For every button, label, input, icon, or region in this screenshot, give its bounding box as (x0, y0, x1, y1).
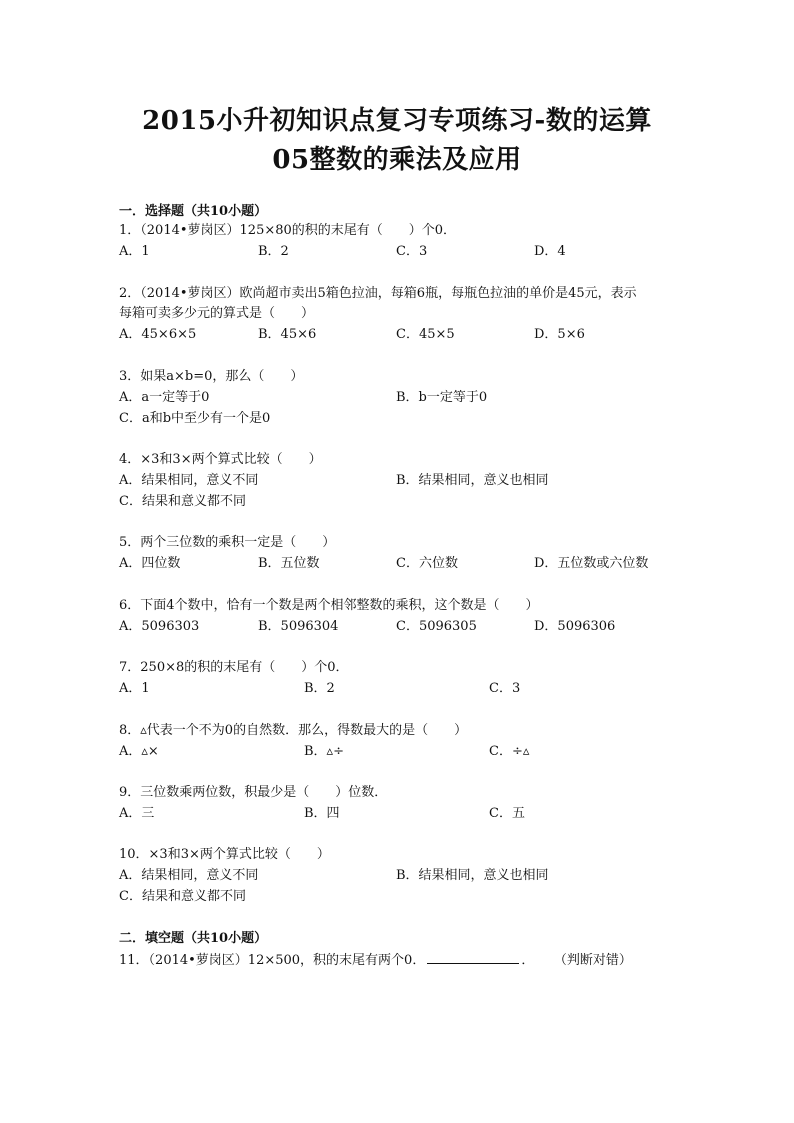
question-10-option-c: C．结果和意义都不同 (119, 889, 246, 904)
question-8-option-a: A．▵× (119, 744, 159, 759)
question-7-stem: 7．250×8的积的末尾有（ ）个0． (119, 660, 349, 675)
question-2-stem-line2: 每箱可卖多少元的算式是（ ） (119, 306, 315, 321)
question-5-stem: 5．两个三位数的乘积一定是（ ） (119, 535, 336, 550)
question-11 (119, 950, 632, 970)
question-1-stem: 1．（2014•萝岗区）125×80的积的末尾有（ ）个0． (119, 223, 457, 238)
question-9-option-b: B．四 (304, 806, 340, 821)
question-7-option-b: B．2 (304, 681, 335, 696)
question-5-option-c: C．六位数 (396, 556, 458, 571)
question-2-option-b: B．45×6 (258, 327, 317, 342)
question-10-option-b: B．结果相同，意义也相同 (396, 868, 549, 883)
question-6-option-b: B．5096304 (258, 619, 339, 634)
question-5-option-d: D．五位数或六位数 (534, 556, 649, 571)
question-4-stem: 4．×3和3×两个算式比较（ ） (119, 452, 322, 467)
question-9-option-c: C．五 (489, 806, 525, 821)
question-2-option-d: D．5×6 (534, 327, 585, 342)
question-8-option-b: B．▵÷ (304, 744, 344, 759)
question-7-option-c: C．3 (489, 681, 521, 696)
question-7-option-a: A．1 (119, 681, 150, 696)
question-3-option-b: B．b一定等于0 (396, 390, 488, 405)
question-1-option-b: B．2 (258, 244, 289, 259)
question-9-stem: 9．三位数乘两位数，积最少是（ ）位数． (119, 785, 388, 800)
question-5-option-a: A．四位数 (119, 556, 181, 571)
answer-blank[interactable] (427, 950, 519, 964)
question-11-stem: 11．（2014•萝岗区）12×500，积的末尾有两个0． (119, 953, 426, 968)
question-1-option-a: A．1 (119, 244, 150, 259)
question-6-stem: 6．下面4个数中，恰有一个数是两个相邻整数的乘积，这个数是（ ） (119, 598, 539, 613)
question-6-option-c: C．5096305 (396, 619, 477, 634)
question-11-end: ． (521, 953, 535, 968)
question-6-option-a: A．5096303 (119, 619, 200, 634)
question-10-option-a: A．结果相同，意义不同 (119, 868, 259, 883)
question-8-option-c: C．÷▵ (489, 744, 530, 759)
question-6-option-d: D．5096306 (534, 619, 616, 634)
question-10-stem: 10．×3和3×两个算式比较（ ） (119, 847, 330, 862)
section-heading-choice: 一．选择题（共10小题） (119, 204, 268, 219)
question-4-option-a: A．结果相同，意义不同 (119, 473, 259, 488)
question-2-stem-line1: 2．（2014•萝岗区）欧尚超市卖出5箱色拉油，每箱6瓶，每瓶色拉油的单价是45元，表示 (119, 286, 637, 301)
question-11-judge: （判断对错） (560, 953, 632, 968)
question-4-option-b: B．结果相同，意义也相同 (396, 473, 549, 488)
question-9-option-a: A．三 (119, 806, 155, 821)
question-5-option-b: B．五位数 (258, 556, 320, 571)
question-4-option-c: C．结果和意义都不同 (119, 494, 246, 509)
page-title: 2015小升初知识点复习专项练习-数的运算 (142, 106, 652, 136)
section-heading-fill: 二．填空题（共10小题） (119, 931, 268, 946)
question-3-option-a: A．a一定等于0 (119, 390, 210, 405)
page-subtitle: 05整数的乘法及应用 (272, 145, 522, 175)
question-8-stem: 8．▵代表一个不为0的自然数．那么，得数最大的是（ ） (119, 723, 468, 738)
question-1-option-c: C．3 (396, 244, 428, 259)
question-2-option-c: C．45×5 (396, 327, 455, 342)
question-3-option-c: C．a和b中至少有一个是0 (119, 411, 271, 426)
question-2-option-a: A．45×6×5 (119, 327, 197, 342)
question-1-option-d: D．4 (534, 244, 566, 259)
question-3-stem: 3．如果a×b=0，那么（ ） (119, 369, 304, 384)
